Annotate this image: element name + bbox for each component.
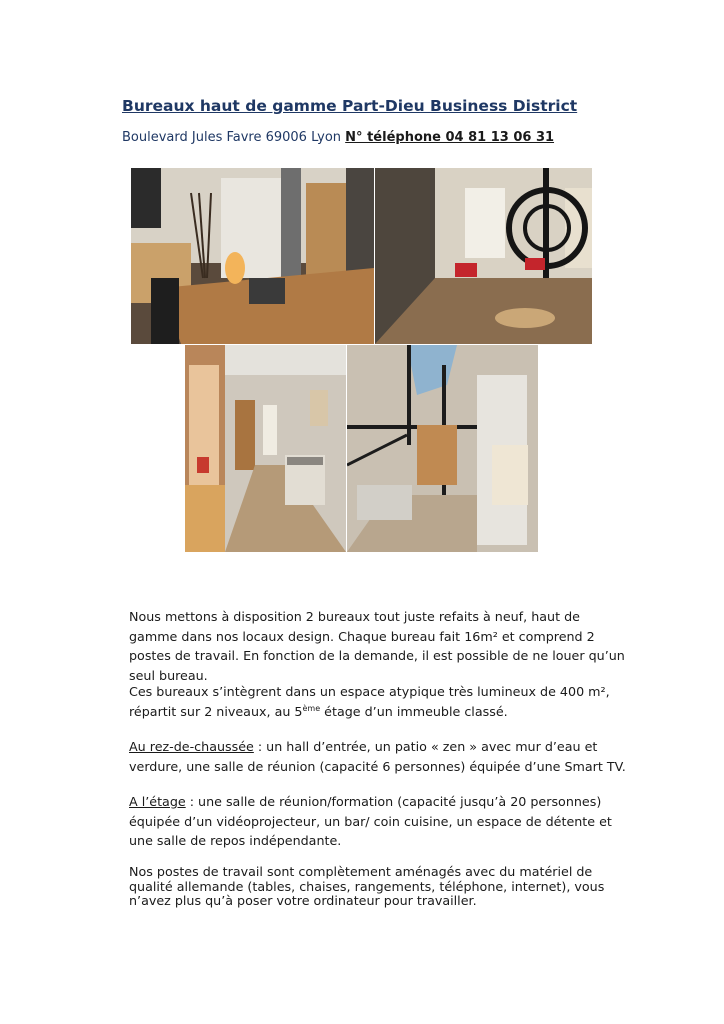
hallway-photo bbox=[185, 345, 346, 552]
ordinal-superscript: ème bbox=[302, 703, 321, 713]
page-title: Bureaux haut de gamme Part-Dieu Business District bbox=[122, 97, 578, 115]
paragraph-offices: Nous mettons à disposition 2 bureaux tout juste refaits à neuf, haut de gamme dans nos locaux design. Chaque bureau fait 16m² et comprend 2 postes de travail. En fonction de la demande, il est possible de ne louer qu’un seul bureau. bbox=[129, 609, 625, 683]
paragraph-ground-floor bbox=[129, 737, 629, 776]
paragraph-workstations: Nos postes de travail sont complètement aménagés avec du matériel de qualité allemande (tables, chaises, rangements, téléphone, internet), vous n’avez plus qu’à poser votre ordinateur pour travailler. bbox=[129, 864, 605, 908]
paragraph-upper-floor bbox=[129, 792, 629, 851]
ground-floor-text: : un hall d’entrée, un patio « zen » avec mur d’eau et verdure, une salle de réunion (capacité 6 personnes) équipée d’une Smart TV. bbox=[129, 739, 626, 774]
phone-number: N° téléphone 04 81 13 06 31 bbox=[345, 130, 555, 145]
upper-floor-label: A l’étage bbox=[129, 794, 186, 809]
paragraph-space bbox=[129, 682, 629, 721]
paragraph-space-end: étage d’un immeuble classé. bbox=[320, 703, 508, 719]
spiral-staircase-photo bbox=[375, 168, 592, 344]
address-line bbox=[122, 130, 554, 145]
mezzanine-photo bbox=[347, 345, 538, 552]
ground-floor-label: Au rez-de-chaussée bbox=[129, 739, 254, 754]
paragraph-space-text: Ces bureaux s’intègrent dans un espace atypique très lumineux de 400 m², répartit sur 2 niveaux, au 5 bbox=[129, 684, 610, 719]
upper-floor-text: : une salle de réunion/formation (capacité jusqu’à 20 personnes) équipée d’un vidéoprojecteur, un bar/ coin cuisine, un espace de détente et une salle de repos indépendante. bbox=[129, 794, 612, 848]
office-desk-photo bbox=[131, 168, 374, 344]
address-text: Boulevard Jules Favre 69006 Lyon bbox=[122, 130, 346, 145]
